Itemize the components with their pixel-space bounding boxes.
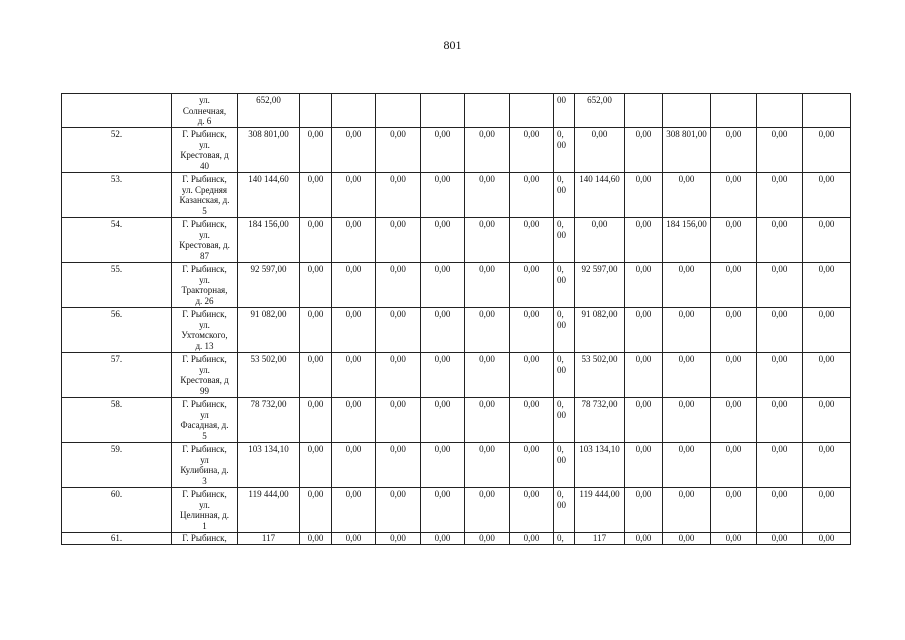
row-number-cell: 60. [62, 488, 172, 533]
split-value-cell: 0, 00 [554, 263, 575, 308]
value-cell: 0,00 [510, 488, 554, 533]
value-cell: 0,00 [300, 308, 332, 353]
address-line: 99 [200, 385, 209, 396]
value-cell: 0,00 [663, 488, 711, 533]
value-cell: 0,00 [625, 218, 663, 263]
address-cell [172, 443, 238, 488]
address-line: 40 [200, 160, 209, 171]
split-value-cell: 0, 00 [554, 173, 575, 218]
address-line: Тракторная, [181, 285, 228, 295]
row-number-cell: 57. [62, 353, 172, 398]
row-number-cell: 59. [62, 443, 172, 488]
address-line: ул. [199, 364, 210, 375]
address-line: Г. Рыбинск, [182, 129, 227, 139]
value-cell [332, 94, 376, 128]
value-cell: 0,00 [625, 488, 663, 533]
table-row [62, 128, 851, 173]
value-cell: 0,00 [757, 218, 803, 263]
address-cell [172, 488, 238, 533]
address-line: ул. [199, 95, 210, 105]
address-line: ул. [199, 229, 210, 240]
address-line: 1 [202, 520, 207, 531]
value-cell [421, 94, 465, 128]
value-cell: 0,00 [757, 488, 803, 533]
value-cell: 0,00 [757, 353, 803, 398]
value-cell: 0,00 [300, 443, 332, 488]
address-line: Г. Рыбинск, [182, 264, 227, 274]
address-line: 5 [202, 205, 207, 216]
split-value-cell: 0, 00 [554, 488, 575, 533]
address-line: Целинная, д. [180, 510, 229, 520]
value-cell: 0,00 [376, 533, 421, 545]
value-cell: 140 144,60 [575, 173, 625, 218]
value-cell: 0,00 [711, 308, 757, 353]
value-cell: 0,00 [711, 533, 757, 545]
value-cell: 0,00 [421, 308, 465, 353]
address-line: Г. Рыбинск, [182, 399, 227, 409]
value-cell: 0,00 [711, 488, 757, 533]
address-line: ул [200, 454, 209, 465]
value-cell: 0,00 [510, 263, 554, 308]
value-cell: 0,00 [300, 173, 332, 218]
value-cell: 0,00 [465, 533, 510, 545]
address-cell [172, 173, 238, 218]
address-line: 5 [202, 430, 207, 441]
value-cell: 53 502,00 [575, 353, 625, 398]
total-cell: 119 444,00 [238, 488, 300, 533]
address-line: д. 13 [195, 340, 214, 351]
data-table [61, 93, 851, 545]
address-line: Г. Рыбинск, [182, 174, 227, 184]
value-cell: 0,00 [376, 308, 421, 353]
value-cell: 0,00 [421, 263, 465, 308]
address-line: Г. Рыбинск, [182, 444, 227, 454]
value-cell [465, 94, 510, 128]
value-cell: 0,00 [332, 128, 376, 173]
table-row [62, 353, 851, 398]
value-cell: 0,00 [300, 263, 332, 308]
value-cell: 103 134,10 [575, 443, 625, 488]
value-cell: 0,00 [663, 398, 711, 443]
value-cell: 0,00 [625, 173, 663, 218]
value-cell: 0,00 [711, 128, 757, 173]
value-cell: 0,00 [625, 353, 663, 398]
value-cell: 119 444,00 [575, 488, 625, 533]
value-cell: 0,00 [332, 308, 376, 353]
total-cell: 140 144,60 [238, 173, 300, 218]
value-cell: 0,00 [575, 218, 625, 263]
value-cell: 0,00 [625, 533, 663, 545]
value-cell: 0,00 [376, 353, 421, 398]
address-cell [172, 128, 238, 173]
address-line: ул. [199, 139, 210, 150]
value-cell: 78 732,00 [575, 398, 625, 443]
row-number-cell: 58. [62, 398, 172, 443]
value-cell: 0,00 [421, 398, 465, 443]
value-cell: 0,00 [510, 398, 554, 443]
value-cell: 0,00 [465, 308, 510, 353]
value-cell: 0,00 [421, 173, 465, 218]
address-line: д. 6 [197, 116, 212, 126]
value-cell: 0,00 [332, 173, 376, 218]
address-cell [172, 533, 238, 545]
value-cell: 0,00 [803, 128, 851, 173]
row-number-cell: 55. [62, 263, 172, 308]
row-number-cell: 54. [62, 218, 172, 263]
address-line: Г. Рыбинск, [182, 309, 227, 319]
address-line: ул. [199, 319, 210, 330]
total-cell: 103 134,10 [238, 443, 300, 488]
value-cell: 0,00 [332, 353, 376, 398]
value-cell: 0,00 [711, 398, 757, 443]
value-cell: 0,00 [803, 443, 851, 488]
value-cell: 0,00 [663, 353, 711, 398]
address-line: Ухтомского, [181, 330, 228, 340]
value-cell: 0,00 [803, 218, 851, 263]
value-cell [510, 94, 554, 128]
address-line: Г. Рыбинск, [182, 489, 227, 499]
value-cell: 0,00 [421, 533, 465, 545]
address-line: Солнечная, [182, 105, 227, 116]
table-row [62, 173, 851, 218]
value-cell: 0,00 [376, 218, 421, 263]
table-body [62, 94, 851, 545]
split-value-cell: 0, 00 [554, 398, 575, 443]
value-cell: 0,00 [376, 263, 421, 308]
address-cell [172, 353, 238, 398]
value-cell: 0,00 [465, 488, 510, 533]
address-line: Крестовая, д [180, 150, 229, 160]
value-cell: 0,00 [465, 353, 510, 398]
row-number-cell [62, 94, 172, 128]
table-row [62, 533, 851, 545]
value-cell: 0,00 [332, 533, 376, 545]
value-cell [376, 94, 421, 128]
value-cell: 0,00 [711, 173, 757, 218]
value-cell: 0,00 [300, 488, 332, 533]
value-cell: 0,00 [803, 398, 851, 443]
split-value-cell: 0, 00 [554, 128, 575, 173]
value-cell: 0,00 [510, 443, 554, 488]
value-cell: 0,00 [465, 218, 510, 263]
table-row [62, 443, 851, 488]
value-cell: 92 597,00 [575, 263, 625, 308]
value-cell: 0,00 [757, 128, 803, 173]
value-cell: 0,00 [575, 128, 625, 173]
value-cell: 0,00 [510, 218, 554, 263]
value-cell: 0,00 [625, 443, 663, 488]
value-cell: 0,00 [757, 173, 803, 218]
value-cell: 0,00 [376, 173, 421, 218]
address-line: ул. Средняя [181, 184, 228, 195]
value-cell: 308 801,00 [663, 128, 711, 173]
row-number-cell: 52. [62, 128, 172, 173]
value-cell: 0,00 [300, 533, 332, 545]
value-cell: 0,00 [510, 353, 554, 398]
address-line: 87 [200, 250, 209, 261]
value-cell: 0,00 [510, 533, 554, 545]
value-cell: 0,00 [625, 308, 663, 353]
value-cell: 0,00 [332, 398, 376, 443]
address-cell [172, 308, 238, 353]
value-cell: 0,00 [803, 488, 851, 533]
address-cell [172, 263, 238, 308]
value-cell: 0,00 [332, 263, 376, 308]
value-cell: 0,00 [663, 173, 711, 218]
row-number-cell: 53. [62, 173, 172, 218]
total-cell: 117 [238, 533, 300, 545]
total-cell: 53 502,00 [238, 353, 300, 398]
value-cell: 0,00 [510, 308, 554, 353]
address-line: 3 [202, 475, 207, 486]
value-cell: 0,00 [510, 128, 554, 173]
address-line: Казанская, д. [179, 195, 230, 205]
value-cell: 652,00 [575, 94, 625, 128]
value-cell: 0,00 [465, 128, 510, 173]
value-cell: 0,00 [376, 443, 421, 488]
value-cell: 0,00 [421, 488, 465, 533]
value-cell: 0,00 [663, 308, 711, 353]
value-cell: 0,00 [421, 128, 465, 173]
table-row [62, 308, 851, 353]
value-cell [625, 94, 663, 128]
value-cell: 0,00 [421, 353, 465, 398]
address-cell [172, 218, 238, 263]
value-cell [711, 94, 757, 128]
address-line: Г. Рыбинск, [182, 533, 227, 543]
value-cell: 0,00 [510, 173, 554, 218]
address-line: Г. Рыбинск, [182, 219, 227, 229]
total-cell: 184 156,00 [238, 218, 300, 263]
table-row [62, 218, 851, 263]
value-cell: 0,00 [625, 128, 663, 173]
split-value-cell: 0, 00 [554, 443, 575, 488]
address-line: ул [200, 409, 209, 420]
value-cell: 0,00 [803, 353, 851, 398]
row-number-cell: 56. [62, 308, 172, 353]
value-cell: 0,00 [757, 308, 803, 353]
value-cell: 0,00 [376, 488, 421, 533]
total-cell: 308 801,00 [238, 128, 300, 173]
value-cell: 117 [575, 533, 625, 545]
split-value-cell: 0, 00 [554, 353, 575, 398]
address-cell [172, 398, 238, 443]
value-cell [803, 94, 851, 128]
table-row [62, 263, 851, 308]
address-line: Кулибина, д. [180, 465, 229, 475]
value-cell: 0,00 [711, 443, 757, 488]
total-cell: 92 597,00 [238, 263, 300, 308]
value-cell: 0,00 [376, 128, 421, 173]
value-cell: 0,00 [300, 353, 332, 398]
value-cell: 184 156,00 [663, 218, 711, 263]
value-cell: 0,00 [663, 533, 711, 545]
split-value-cell: 00 [554, 94, 575, 128]
address-line: д. 26 [195, 295, 214, 306]
value-cell: 0,00 [803, 308, 851, 353]
value-cell: 0,00 [465, 398, 510, 443]
split-value-cell: 0, [554, 533, 575, 545]
value-cell: 0,00 [757, 398, 803, 443]
address-line: ул. [199, 274, 210, 285]
value-cell: 0,00 [332, 443, 376, 488]
value-cell: 0,00 [421, 443, 465, 488]
value-cell: 0,00 [803, 533, 851, 545]
value-cell: 0,00 [625, 398, 663, 443]
value-cell: 0,00 [332, 488, 376, 533]
value-cell: 0,00 [465, 263, 510, 308]
value-cell: 0,00 [711, 263, 757, 308]
value-cell: 0,00 [757, 263, 803, 308]
value-cell [757, 94, 803, 128]
address-line: Крестовая, д. [179, 240, 230, 250]
value-cell: 91 082,00 [575, 308, 625, 353]
value-cell: 0,00 [300, 218, 332, 263]
value-cell: 0,00 [332, 218, 376, 263]
value-cell: 0,00 [376, 398, 421, 443]
value-cell: 0,00 [300, 398, 332, 443]
value-cell: 0,00 [711, 218, 757, 263]
address-cell [172, 94, 238, 128]
value-cell: 0,00 [300, 128, 332, 173]
row-number-cell: 61. [62, 533, 172, 545]
value-cell: 0,00 [421, 218, 465, 263]
total-cell: 91 082,00 [238, 308, 300, 353]
split-value-cell: 0, 00 [554, 308, 575, 353]
value-cell: 0,00 [803, 263, 851, 308]
value-cell: 0,00 [465, 443, 510, 488]
value-cell: 0,00 [757, 443, 803, 488]
value-cell: 0,00 [465, 173, 510, 218]
value-cell: 0,00 [625, 263, 663, 308]
table-row [62, 94, 851, 128]
table-row [62, 488, 851, 533]
value-cell [300, 94, 332, 128]
total-cell: 652,00 [238, 94, 300, 128]
address-line: Фасадная, д. [180, 420, 229, 430]
value-cell: 0,00 [803, 173, 851, 218]
total-cell: 78 732,00 [238, 398, 300, 443]
address-line: Г. Рыбинск, [182, 354, 227, 364]
split-value-cell: 0, 00 [554, 218, 575, 263]
page-number: 801 [443, 38, 462, 52]
value-cell: 0,00 [757, 533, 803, 545]
value-cell: 0,00 [663, 263, 711, 308]
value-cell: 0,00 [711, 353, 757, 398]
value-cell: 0,00 [663, 443, 711, 488]
address-line: ул. [199, 499, 210, 510]
address-line: Крестовая, д [180, 375, 229, 385]
table-row [62, 398, 851, 443]
value-cell [663, 94, 711, 128]
